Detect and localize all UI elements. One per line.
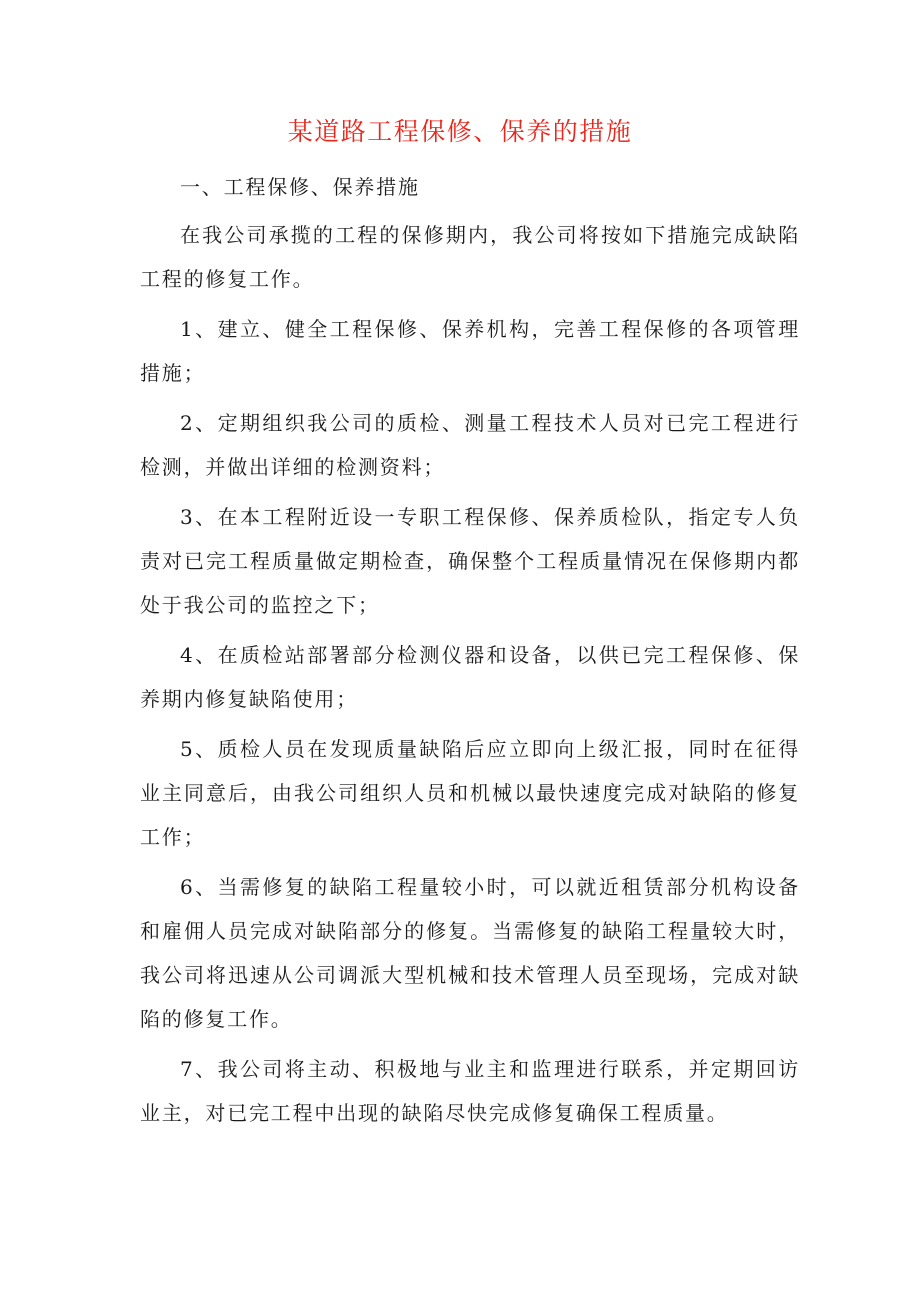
document-body (140, 165, 800, 1141)
measure-item-2: 2、定期组织我公司的质检、测量工程技术人员对已完工程进行检测，并做出详细的检测资料； (140, 411, 800, 479)
measure-item-3: 3、在本工程附近设一专职工程保修、保养质检队，指定专人负责对已完工程质量做定期检查，确保整个工程质量情况在保修期内都处于我公司的监控之下； (140, 505, 800, 617)
measure-item-7: 7、我公司将主动、积极地与业主和监理进行联系，并定期回访业主，对已完工程中出现的缺陷尽快完成修复确保工程质量。 (140, 1057, 800, 1125)
measure-item-4: 4、在质检站部署部分检测仪器和设备，以供已完工程保修、保养期内修复缺陷使用； (140, 643, 800, 711)
section-heading: 一、工程保修、保养措施 (180, 175, 420, 199)
measure-item-6: 6、当需修复的缺陷工程量较小时，可以就近租赁部分机构设备和雇佣人员完成对缺陷部分的修复。当需修复的缺陷工程量较大时，我公司将迅速从公司调派大型机械和技术管理人员至现场，完成对缺陷的修复工作。 (140, 875, 800, 1031)
intro-paragraph: 在我公司承揽的工程的保修期内，我公司将按如下措施完成缺陷工程的修复工作。 (140, 223, 800, 291)
document-title: 某道路工程保修、保养的措施 (287, 117, 633, 146)
measure-item-5: 5、质检人员在发现质量缺陷后应立即向上级汇报，同时在征得业主同意后，由我公司组织人员和机械以最快速度完成对缺陷的修复工作； (140, 737, 800, 849)
measure-item-1: 1、建立、健全工程保修、保养机构，完善工程保修的各项管理措施； (140, 317, 800, 385)
